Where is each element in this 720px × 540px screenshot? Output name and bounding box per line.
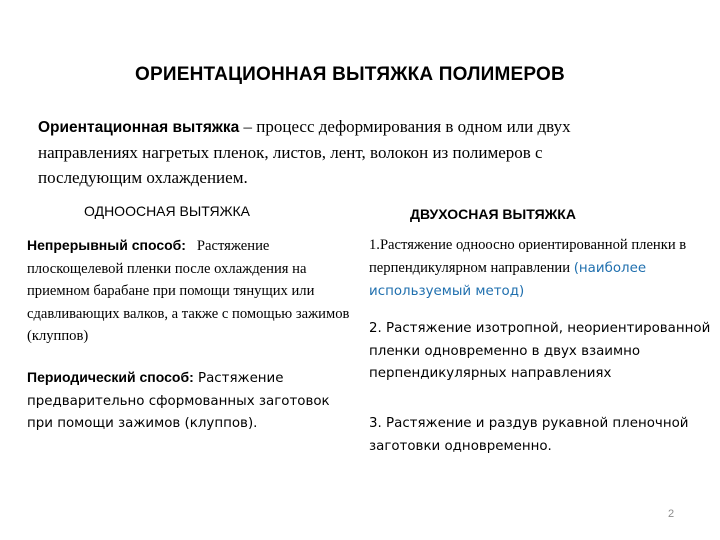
biaxial-heading: ДВУХОСНАЯ ВЫТЯЖКА bbox=[410, 206, 576, 222]
slide-title: ОРИЕНТАЦИОННАЯ ВЫТЯЖКА ПОЛИМЕРОВ bbox=[135, 64, 565, 85]
biaxial-item-3: 3. Растяжение и раздув рукавной пленочной заготовки одновременно. bbox=[369, 416, 689, 454]
definition-paragraph bbox=[38, 114, 648, 190]
periodic-method-label: Периодический способ: bbox=[27, 369, 194, 385]
uniaxial-heading: ОДНООСНАЯ ВЫТЯЖКА bbox=[84, 203, 251, 219]
definition-term: Ориентационная вытяжка bbox=[38, 119, 240, 136]
biaxial-item-1-note: (наиболее используемый метод) bbox=[369, 260, 647, 299]
periodic-method-text: Растяжение предварительно сформованных заготовок при помощи зажимов (клуппов). bbox=[27, 371, 330, 431]
periodic-method-paragraph bbox=[27, 366, 357, 436]
biaxial-item-1-text: 1.Растяжение одноосно ориентированной пленки в перпендикулярном направлении bbox=[369, 237, 687, 276]
continuous-method-paragraph bbox=[27, 234, 362, 348]
continuous-method-text: Растяжение плоскощелевой пленки после охлаждения на приемном барабане при помощи тянущих или сдавливающих валков, а также с помощью зажимов (клуппов) bbox=[27, 238, 354, 344]
biaxial-item-1 bbox=[369, 234, 714, 304]
biaxial-item-2: 2. Растяжение изотропной, неориентированной пленки одновременно в двух взаимно перпендикулярных направлениях bbox=[369, 321, 711, 381]
definition-text: – процесс деформирования в одном или двух направлениях нагретых пленок, листов, лент, волокон из полимеров с последующим охлаждением. bbox=[38, 117, 571, 187]
page-number: 2 bbox=[668, 508, 675, 520]
continuous-method-label: Непрерывный способ: bbox=[27, 237, 186, 253]
